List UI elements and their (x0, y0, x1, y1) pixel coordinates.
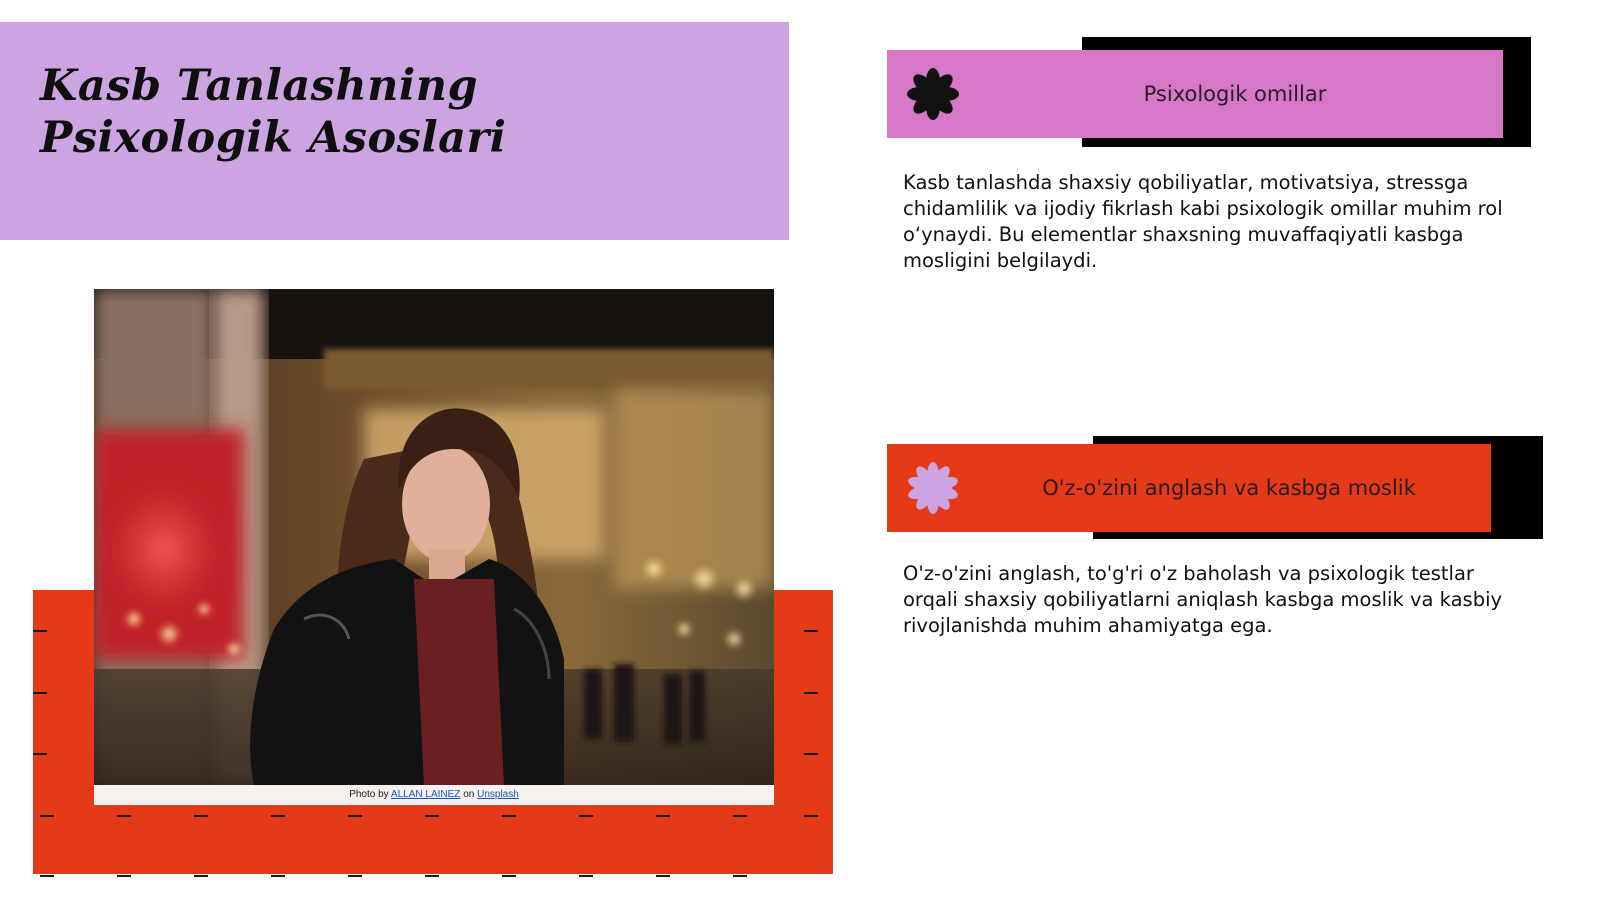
backdrop-dash (804, 815, 818, 817)
backdrop-dash (40, 815, 54, 817)
backdrop-dash (425, 875, 439, 877)
section-heading-bar-1 (887, 50, 1503, 138)
credit-on: on (463, 789, 475, 800)
slide-title (40, 60, 760, 164)
photo-credit (94, 785, 774, 805)
section-heading-1: Psixologik omillar (1143, 82, 1327, 106)
backdrop-dash (271, 875, 285, 877)
backdrop-dash (804, 630, 818, 632)
photo-frame (94, 289, 774, 805)
backdrop-dash (804, 753, 818, 755)
credit-source-link[interactable]: Unsplash (477, 789, 519, 800)
backdrop-dash (425, 815, 439, 817)
title-line-1: Kasb Tanlashning (40, 61, 479, 111)
backdrop-dash (117, 875, 131, 877)
backdrop-dash (33, 692, 47, 694)
backdrop-dash (656, 875, 670, 877)
flower-icon (903, 458, 963, 518)
backdrop-dash (40, 875, 54, 877)
photo-image (94, 289, 774, 785)
section-heading-bar-2 (887, 444, 1491, 532)
backdrop-dash (33, 753, 47, 755)
backdrop-dash (656, 815, 670, 817)
section-text-2: O'z-o'zini anglash, to'g'ri o'z baholash va psixologik testlar orqali shaxsiy qobiliyatlarni aniqlash kasbga moslik va kasbiy rivojlanishda muhim ahamiyatga ega. (903, 562, 1503, 637)
backdrop-dash (271, 815, 285, 817)
section-heading-2: O'z-o'zini anglash va kasbga moslik (1042, 476, 1416, 500)
backdrop-dash (194, 815, 208, 817)
flower-icon (903, 64, 963, 124)
backdrop-dash (733, 815, 747, 817)
backdrop-dash (348, 815, 362, 817)
backdrop-dash (33, 630, 47, 632)
backdrop-dash (733, 875, 747, 877)
backdrop-dash (502, 815, 516, 817)
backdrop-dash (194, 875, 208, 877)
backdrop-dash (502, 875, 516, 877)
credit-author-link[interactable]: ALLAN LAINEZ (390, 789, 461, 800)
backdrop-dash (117, 815, 131, 817)
backdrop-dash (579, 815, 593, 817)
backdrop-dash (804, 692, 818, 694)
section-text-1: Kasb tanlashda shaxsiy qobiliyatlar, motivatsiya, stressga chidamlilik va ijodiy fikrlash kabi psixologik omillar muhim rol o‘ynaydi. Bu elementlar shaxsning muvaffaqiyatli kasbga mosligini belgilaydi. (903, 171, 1503, 272)
title-box (0, 22, 789, 240)
title-line-2: Psixologik Asoslari (40, 113, 507, 163)
credit-prefix: Photo by (349, 789, 389, 800)
backdrop-dash (579, 875, 593, 877)
backdrop-dash (348, 875, 362, 877)
